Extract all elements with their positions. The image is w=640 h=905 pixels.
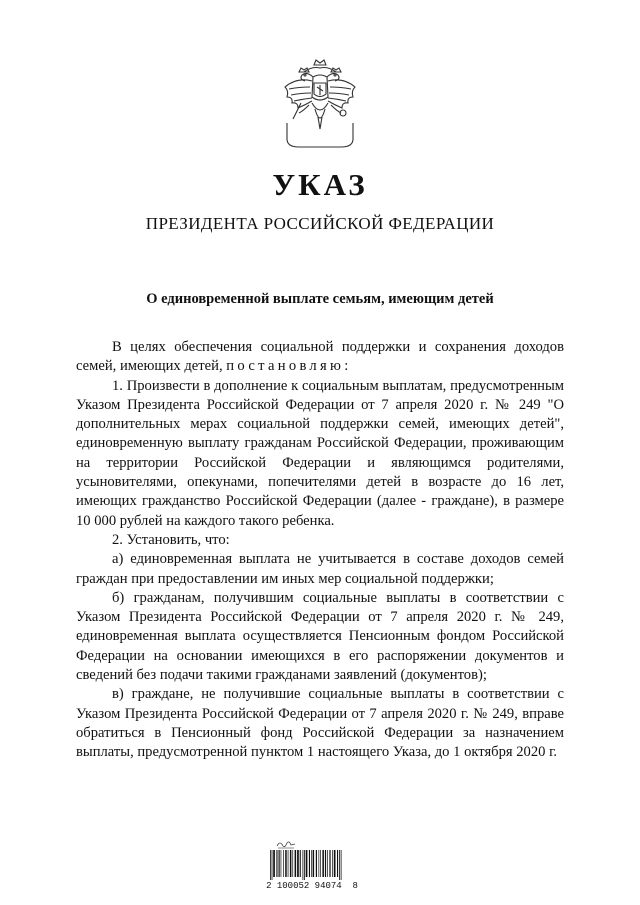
handwritten-mark: [275, 838, 297, 850]
paragraph-1: 1. Произвести в дополнение к социальным выплатам, предусмотренным Указом Президента Российской Федерации от 7 апреля 2020 г. № 249 "О дополнительных мерах социальной поддержки семей, имеющих детей", единовременную выплату гражданам Российской Федерации, проживающим на территории Российской Федерации и являющимся родителями, усыновителями, опекунами, попечителями детей в возрасте до 16 лет, имеющих гражданство Российской Федерации (далее - граждане), в размере 10 000 рублей на каждого такого ребенка.: [76, 377, 564, 529]
document-type-title: УКАЗ: [272, 167, 368, 202]
paragraph-2b: б) гражданам, получившим социальные выплаты в соответствии с Указом Президента Российской Федерации от 7 апреля 2020 г. № 249, единовременная выплата осуществляется Пенсионным фондом Российской Федерации на основании имеющихся в его распоряжении документов и сведений без подачи такими гражданами заявлений (документов);: [76, 589, 564, 684]
document-body: [76, 338, 564, 763]
barcode-number: 2 100052 94074 8: [266, 881, 358, 891]
paragraph-2a: а) единовременная выплата не учитывается в составе доходов семей граждан при предоставлении им иных мер социальной поддержки;: [76, 551, 564, 587]
decree-word: постановляю:: [226, 358, 352, 375]
document-heading: О единовременной выплате семьям, имеющим детей: [146, 291, 494, 307]
paragraph-2: 2. Установить, что:: [112, 531, 230, 548]
intro-paragraph: [76, 338, 564, 377]
barcode: [268, 850, 352, 880]
issuer-subtitle: ПРЕЗИДЕНТА РОССИЙСКОЙ ФЕДЕРАЦИИ: [145, 214, 495, 233]
coat-of-arms-emblem: [279, 57, 361, 151]
paragraph-2c: в) граждане, не получившие социальные выплаты в соответствии с Указом Президента Российской Федерации от 7 апреля 2020 г. № 249, вправе обратиться в Пенсионный фонд Российской Федерации за назначением выплаты, предусмотренной пунктом 1 настоящего Указа, до 1 октября 2020 г.: [76, 686, 564, 761]
intro-text: В целях обеспечения социальной поддержки и сохранения доходов семей, имеющих детей,: [76, 339, 564, 375]
